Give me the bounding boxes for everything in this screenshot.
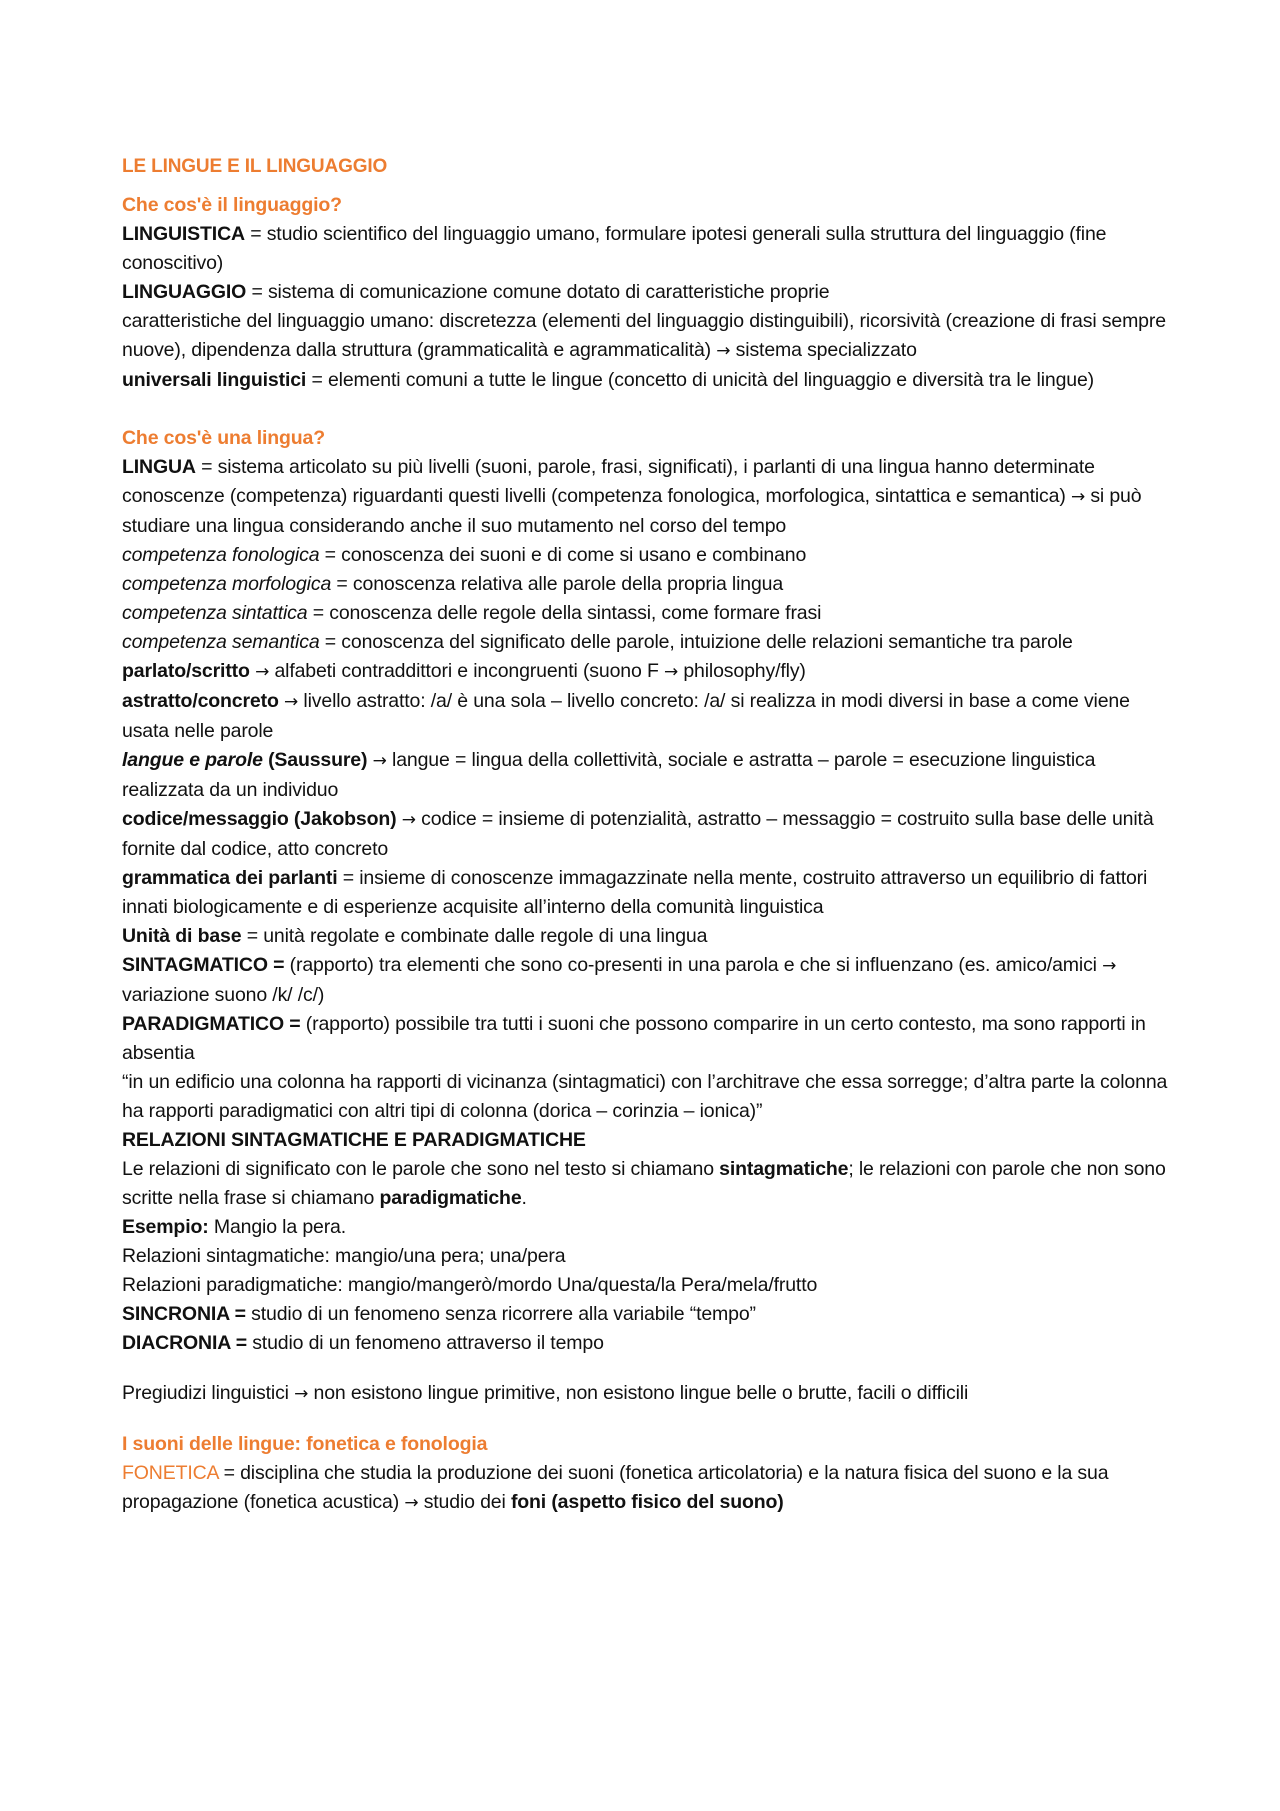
arrow-icon: →	[372, 751, 387, 771]
relazioni-sintagmatiche: Relazioni sintagmatiche: mangio/una pera; una/pera	[122, 1245, 566, 1267]
term-lingua: LINGUA	[122, 456, 196, 478]
term-fonetica: FONETICA	[122, 1462, 219, 1484]
term-linguaggio: LINGUAGGIO	[122, 281, 247, 303]
heading-lingua: Che cos'è una lingua?	[122, 427, 326, 449]
def-comp-fonologica: competenza fonologica = conoscenza dei suoni e di come si usano e combinano	[122, 544, 807, 566]
def-paradigmatico: PARADIGMATICO = (rapporto) possibile tra tutti i suoni che possono comparire in un certo contesto, ma sono rapporti in absentia	[122, 1013, 1146, 1064]
def-diacronia: DIACRONIA = studio di un fenomeno attraverso il tempo	[122, 1332, 604, 1354]
def-comp-semantica: competenza semantica = conoscenza del significato delle parole, intuizione delle relazioni semantiche tra parole	[122, 631, 1073, 653]
relazioni-paradigmatiche: Relazioni paradigmatiche: mangio/mangerò/mordo Una/questa/la Pera/mela/frutto	[122, 1274, 818, 1296]
def-fonetica: FONETICA = disciplina che studia la produzione dei suoni (fonetica articolatoria) e la natura fisica del suono e la sua propagazione (fonetica acustica) → studio dei foni (aspetto fisico del suono)	[122, 1462, 1109, 1513]
term-universali: universali linguistici	[122, 369, 307, 391]
pregiudizi: Pregiudizi linguistici → non esistono lingue primitive, non esistono lingue belle o brutte, facili o difficili	[122, 1382, 969, 1404]
def-sintagmatico: SINTAGMATICO = (rapporto) tra elementi che sono co-presenti in una parola e che si influenzano (es. amico/amici → variazione suono /k/ /c/)	[122, 954, 1117, 1006]
quote-colonna: “in un edificio una colonna ha rapporti di vicinanza (sintagmatici) con l’architrave che essa sorregge; d’altra parte la colonna ha rapporti paradigmatici con altri tipi di colonna (dorica – corinzia – ionica)”	[122, 1071, 1168, 1122]
def-langue-parole: langue e parole (Saussure) → langue = lingua della collettività, sociale e astratta – parole = esecuzione linguistica realizzata da un individuo	[122, 749, 1096, 801]
heading-relazioni: RELAZIONI SINTAGMATICHE E PARADIGMATICHE	[122, 1129, 586, 1151]
def-linguaggio: LINGUAGGIO = sistema di comunicazione comune dotato di caratteristiche proprie	[122, 281, 830, 303]
arrow-icon: →	[1070, 487, 1086, 507]
document-title: LE LINGUE E IL LINGUAGGIO	[122, 156, 388, 177]
arrow-icon: →	[401, 810, 416, 830]
esempio: Esempio: Mangio la pera.	[122, 1216, 347, 1238]
arrow-icon: →	[404, 1493, 419, 1513]
term-linguistica: LINGUISTICA	[122, 223, 245, 245]
caratteristiche: caratteristiche del linguaggio umano: discretezza (elementi del linguaggio distinguibili), ricorsività (creazione di frasi sempre nuove), dipendenza dalla struttura (grammaticalità e agrammaticalità) → sistema specializzato	[122, 310, 1166, 361]
heading-suoni: I suoni delle lingue: fonetica e fonologia	[122, 1433, 488, 1455]
def-unita: Unità di base = unità regolate e combinate dalle regole di una lingua	[122, 925, 708, 947]
def-comp-sintattica: competenza sintattica = conoscenza delle regole della sintassi, come formare frasi	[122, 602, 822, 624]
arrow-icon: →	[663, 662, 679, 682]
def-universali: universali linguistici = elementi comuni a tutte le lingue (concetto di unicità del linguaggio e diversità tra le lingue)	[122, 369, 1095, 391]
document-page	[122, 152, 1168, 1518]
relazioni-text: Le relazioni di significato con le parole che sono nel testo si chiamano sintagmatiche; le relazioni con parole che non sono scritte nella frase si chiamano paradigmatiche.	[122, 1158, 1166, 1209]
arrow-icon: →	[294, 1384, 309, 1404]
def-codice-messaggio: codice/messaggio (Jakobson) → codice = insieme di potenzialità, astratto – messaggio = costruito sulla base delle unità fornite dal codice, atto concreto	[122, 808, 1154, 860]
def-sincronia: SINCRONIA = studio di un fenomeno senza ricorrere alla variabile “tempo”	[122, 1303, 756, 1325]
heading-linguaggio: Che cos'è il linguaggio?	[122, 194, 342, 216]
def-lingua: LINGUA = sistema articolato su più livelli (suoni, parole, frasi, significati), i parlanti di una lingua hanno determinate conoscenze (competenza) riguardanti questi livelli (competenza fonologica, morfologica, sintattica e semantica) → si può studiare una lingua considerando anche il suo mutamento nel corso del tempo	[122, 456, 1142, 537]
arrow-icon: →	[284, 692, 299, 712]
arrow-icon: →	[255, 662, 270, 682]
def-comp-morfologica: competenza morfologica = conoscenza relativa alle parole della propria lingua	[122, 573, 784, 595]
def-linguistica: LINGUISTICA = studio scientifico del linguaggio umano, formulare ipotesi generali sulla struttura del linguaggio (fine conoscitivo)	[122, 223, 1107, 274]
arrow-icon: →	[1102, 956, 1117, 976]
arrow-icon: →	[716, 341, 731, 361]
def-astratto-concreto: astratto/concreto → livello astratto: /a/ è una sola – livello concreto: /a/ si realizza in modi diversi in base a come viene usata nelle parole	[122, 690, 1130, 742]
def-parlato-scritto: parlato/scritto → alfabeti contraddittori e incongruenti (suono F → philosophy/fly)	[122, 660, 806, 682]
def-grammatica: grammatica dei parlanti = insieme di conoscenze immagazzinate nella mente, costruito attraverso un equilibrio di fattori innati biologicamente e di esperienze acquisite all’interno della comunità linguistica	[122, 867, 1148, 918]
